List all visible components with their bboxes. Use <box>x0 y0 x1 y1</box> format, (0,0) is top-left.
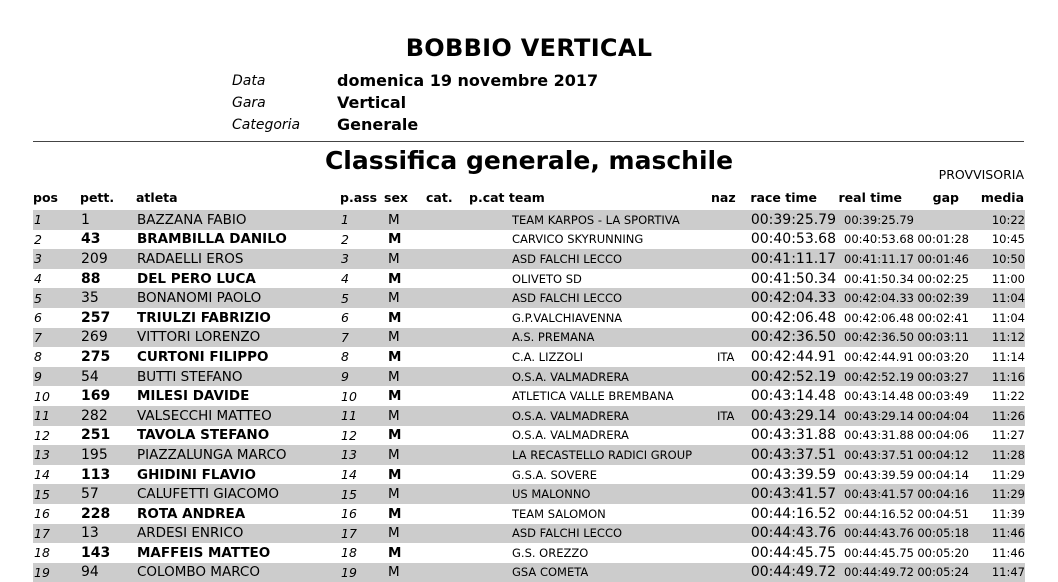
table-row <box>33 563 1025 582</box>
athlete-name: RADAELLI EROS <box>137 249 341 269</box>
pos-cell: 1 <box>33 210 81 230</box>
col-header-cat: cat. <box>426 190 453 205</box>
pos-cell: 12 <box>34 427 50 443</box>
team-cell: ASD FALCHI LECCO <box>512 249 717 269</box>
real-time-cell: 00:43:31.88 <box>844 428 914 443</box>
media-cell: 11:46 <box>969 524 1025 544</box>
real-time-cell: 00:44:49.72 <box>836 563 914 582</box>
sex-cell: M <box>388 328 512 348</box>
athlete-name: ARDESI ENRICO <box>137 524 341 544</box>
status-badge: PROVVISORIA <box>938 167 1024 182</box>
pos-cell: 13 <box>33 445 81 465</box>
table-row <box>33 347 1025 367</box>
media-cell: 10:22 <box>969 210 1025 230</box>
media-cell: 11:26 <box>969 406 1025 426</box>
media-cell: 11:14 <box>991 349 1025 364</box>
nation-cell <box>717 426 748 446</box>
race-time-cell: 00:43:41.57 <box>748 484 836 504</box>
race-time-cell: 00:42:52.19 <box>748 367 836 387</box>
team-cell: TEAM KARPOS - LA SPORTIVA <box>512 210 717 230</box>
athlete-name: BAZZANA FABIO <box>137 210 341 230</box>
team-cell: O.S.A. VALMADRERA <box>512 406 717 426</box>
pass-cell: 5 <box>341 288 388 308</box>
col-header-media: media <box>980 190 1024 205</box>
pos-cell: 14 <box>34 467 50 483</box>
col-header-pass: p.ass <box>340 190 378 205</box>
nation-cell <box>717 524 748 544</box>
gap-cell: 00:01:46 <box>914 249 969 269</box>
nation-cell <box>717 230 748 250</box>
race-time-cell: 00:43:29.14 <box>748 406 836 426</box>
col-header-real-time: real time <box>838 190 902 205</box>
page-title: BOBBIO VERTICAL <box>405 34 653 62</box>
nation-cell <box>717 543 748 563</box>
real-time-cell: 00:43:39.59 <box>844 467 914 482</box>
ranking-subtitle: Classifica generale, maschile <box>324 146 734 175</box>
pos-cell: 7 <box>33 328 81 348</box>
real-time-cell: 00:43:37.51 <box>836 445 914 465</box>
pett-cell: 195 <box>81 445 137 465</box>
pos-cell: 18 <box>34 545 50 561</box>
gap-cell: 00:03:49 <box>917 389 969 404</box>
real-time-cell: 00:41:50.34 <box>844 271 914 286</box>
info-label-gara: Gara <box>232 95 266 111</box>
real-time-cell: 00:42:44.91 <box>844 349 914 364</box>
pos-cell: 10 <box>34 388 50 404</box>
pass-cell: 2 <box>341 231 349 247</box>
pass-cell: 14 <box>341 467 357 483</box>
table-row <box>33 269 1025 289</box>
pett-cell: 54 <box>81 367 137 387</box>
table-row <box>33 249 1025 269</box>
race-time-cell: 00:43:31.88 <box>750 427 836 444</box>
nation-cell <box>717 249 748 269</box>
athlete-name: MILESI DAVIDE <box>137 388 250 405</box>
info-label-data: Data <box>232 73 266 89</box>
gap-cell: 00:03:20 <box>917 349 969 364</box>
pett-cell: 94 <box>81 563 137 582</box>
race-time-cell: 00:43:37.51 <box>748 445 836 465</box>
pass-cell: 7 <box>341 328 388 348</box>
table-row <box>33 543 1025 563</box>
nation-cell <box>717 386 748 406</box>
nation-cell <box>717 308 748 328</box>
gap-cell: 00:05:20 <box>917 545 969 560</box>
results-table <box>33 210 1025 582</box>
pass-cell: 4 <box>341 271 349 287</box>
team-cell: C.A. LIZZOLI <box>512 349 584 364</box>
sex-cell: M <box>388 231 402 248</box>
col-header-pcat-team: p.cat team <box>469 190 545 205</box>
table-row <box>33 406 1025 426</box>
gap-cell: 00:03:11 <box>914 328 969 348</box>
table-row <box>33 445 1025 465</box>
sex-cell: M <box>388 524 512 544</box>
gap-cell: 00:04:12 <box>914 445 969 465</box>
race-time-cell: 00:42:06.48 <box>750 309 836 326</box>
sex-cell: M <box>388 544 402 561</box>
gap-cell: 00:05:18 <box>914 524 969 544</box>
team-cell: G.S.A. SOVERE <box>512 467 598 482</box>
team-cell: LA RECASTELLO RADICI GROUP <box>512 445 717 465</box>
pos-cell: 9 <box>33 367 81 387</box>
athlete-name: CALUFETTI GIACOMO <box>137 484 341 504</box>
sex-cell: M <box>388 367 512 387</box>
sex-cell: M <box>388 249 512 269</box>
nation-cell: ITA <box>717 349 735 364</box>
team-cell: US MALONNO <box>512 484 717 504</box>
pett-cell: 282 <box>81 406 137 426</box>
pos-cell: 8 <box>34 349 42 365</box>
pass-cell: 16 <box>341 506 357 522</box>
gap-cell: 00:04:51 <box>917 506 969 521</box>
pass-cell: 8 <box>341 349 349 365</box>
pett-cell: 13 <box>81 524 137 544</box>
media-cell: 10:50 <box>969 249 1025 269</box>
athlete-name: BRAMBILLA DANILO <box>137 231 287 248</box>
gap-cell: 00:04:04 <box>914 406 969 426</box>
team-cell: GSA COMETA <box>512 563 717 582</box>
team-cell: ATLETICA VALLE BREMBANA <box>512 389 674 404</box>
media-cell: 11:00 <box>991 271 1025 286</box>
pass-cell: 9 <box>341 367 388 387</box>
media-cell: 11:29 <box>969 484 1025 504</box>
race-time-cell: 00:43:39.59 <box>750 466 836 483</box>
athlete-name: TAVOLA STEFANO <box>137 427 270 444</box>
table-row <box>33 386 1025 406</box>
team-cell: OLIVETO SD <box>512 271 582 286</box>
sex-cell: M <box>388 466 402 483</box>
gap-cell: 00:01:28 <box>917 232 969 247</box>
info-label-categoria: Categoria <box>232 117 301 133</box>
nation-cell <box>717 269 748 289</box>
gap-cell <box>914 210 969 230</box>
gap-cell: 00:02:39 <box>914 288 969 308</box>
team-cell: O.S.A. VALMADRERA <box>512 367 717 387</box>
media-cell: 11:04 <box>991 310 1025 325</box>
team-cell: CARVICO SKYRUNNING <box>512 232 644 247</box>
athlete-name: BUTTI STEFANO <box>137 367 341 387</box>
athlete-name: PIAZZALUNGA MARCO <box>137 445 341 465</box>
real-time-cell: 00:43:14.48 <box>844 389 914 404</box>
sex-cell: M <box>388 427 402 444</box>
team-cell: G.P.VALCHIAVENNA <box>512 310 623 325</box>
pos-cell: 2 <box>34 231 42 247</box>
athlete-name: VALSECCHI MATTEO <box>137 406 341 426</box>
athlete-name: GHIDINI FLAVIO <box>137 466 256 483</box>
nation-cell <box>717 367 748 387</box>
media-cell: 11:27 <box>991 428 1025 443</box>
nation-cell <box>717 210 748 230</box>
pett-cell: 57 <box>81 484 137 504</box>
pass-cell: 6 <box>341 310 349 326</box>
pos-cell: 15 <box>33 484 81 504</box>
sex-cell: M <box>388 505 402 522</box>
media-cell: 11:04 <box>969 288 1025 308</box>
race-time-cell: 00:42:36.50 <box>748 328 836 348</box>
pett-cell: 88 <box>81 270 101 287</box>
team-cell: O.S.A. VALMADRERA <box>512 428 629 443</box>
pos-cell: 16 <box>34 506 50 522</box>
sex-cell: M <box>388 348 402 365</box>
pos-cell: 5 <box>33 288 81 308</box>
pos-cell: 19 <box>33 563 81 582</box>
race-time-cell: 00:44:43.76 <box>748 524 836 544</box>
pett-cell: 269 <box>81 328 137 348</box>
col-header-race-time: race time <box>750 190 817 205</box>
real-time-cell: 00:40:53.68 <box>844 232 914 247</box>
pett-cell: 209 <box>81 249 137 269</box>
gap-cell: 00:04:16 <box>914 484 969 504</box>
table-row <box>33 210 1025 230</box>
sex-cell: M <box>388 210 512 230</box>
gap-cell: 00:03:27 <box>914 367 969 387</box>
col-header-pos: pos <box>33 190 58 205</box>
pos-cell: 17 <box>33 524 81 544</box>
real-time-cell: 00:42:36.50 <box>836 328 914 348</box>
media-cell: 11:28 <box>969 445 1025 465</box>
pett-cell: 1 <box>81 210 137 230</box>
race-time-cell: 00:41:11.17 <box>748 249 836 269</box>
media-cell: 11:47 <box>969 563 1025 582</box>
header-divider <box>33 141 1024 142</box>
real-time-cell: 00:42:06.48 <box>844 310 914 325</box>
pos-cell: 11 <box>33 406 81 426</box>
real-time-cell: 00:44:43.76 <box>836 524 914 544</box>
real-time-cell: 00:42:52.19 <box>836 367 914 387</box>
media-cell: 10:45 <box>991 232 1025 247</box>
pett-cell: 43 <box>81 231 101 248</box>
athlete-name: DEL PERO LUCA <box>137 270 256 287</box>
athlete-name: ROTA ANDREA <box>137 505 246 522</box>
table-row <box>33 367 1025 387</box>
info-value-categoria: Generale <box>337 115 419 134</box>
pass-cell: 18 <box>341 545 357 561</box>
athlete-name: MAFFEIS MATTEO <box>137 544 271 561</box>
pass-cell: 11 <box>341 406 388 426</box>
gap-cell: 00:04:06 <box>917 428 969 443</box>
pos-cell: 3 <box>33 249 81 269</box>
pett-cell: 275 <box>81 348 111 365</box>
sex-cell: M <box>388 563 512 582</box>
race-time-cell: 00:41:50.34 <box>750 270 836 287</box>
sex-cell: M <box>388 288 512 308</box>
media-cell: 11:12 <box>969 328 1025 348</box>
sex-cell: M <box>388 445 512 465</box>
race-time-cell: 00:40:53.68 <box>750 231 836 248</box>
real-time-cell: 00:41:11.17 <box>836 249 914 269</box>
nation-cell <box>717 328 748 348</box>
real-time-cell: 00:44:45.75 <box>844 545 914 560</box>
race-time-cell: 00:39:25.79 <box>748 210 836 230</box>
race-time-cell: 00:43:14.48 <box>750 388 836 405</box>
media-cell: 11:46 <box>991 545 1025 560</box>
info-value-gara: Vertical <box>337 93 407 112</box>
col-header-atleta: atleta <box>136 190 178 205</box>
nation-cell <box>717 288 748 308</box>
athlete-name: VITTORI LORENZO <box>137 328 341 348</box>
pass-cell: 15 <box>341 484 388 504</box>
pett-cell: 113 <box>81 466 111 483</box>
race-time-cell: 00:44:45.75 <box>750 544 836 561</box>
real-time-cell: 00:44:16.52 <box>844 506 914 521</box>
media-cell: 11:39 <box>991 506 1025 521</box>
race-time-cell: 00:44:49.72 <box>748 563 836 582</box>
athlete-name: TRIULZI FABRIZIO <box>137 309 271 326</box>
sex-cell: M <box>388 388 402 405</box>
table-row <box>33 484 1025 504</box>
race-time-cell: 00:44:16.52 <box>750 505 836 522</box>
table-row <box>33 308 1025 328</box>
athlete-name: CURTONI FILIPPO <box>137 348 269 365</box>
media-cell: 11:22 <box>991 389 1025 404</box>
pass-cell: 3 <box>341 249 388 269</box>
sex-cell: M <box>388 406 512 426</box>
pett-cell: 35 <box>81 288 137 308</box>
table-row <box>33 288 1025 308</box>
real-time-cell: 00:39:25.79 <box>836 210 914 230</box>
table-row <box>33 465 1025 485</box>
team-cell: A.S. PREMANA <box>512 328 717 348</box>
pett-cell: 228 <box>81 505 111 522</box>
sex-cell: M <box>388 270 402 287</box>
real-time-cell: 00:43:29.14 <box>836 406 914 426</box>
info-value-data: domenica 19 novembre 2017 <box>337 71 599 90</box>
col-header-sex: sex <box>384 190 408 205</box>
real-time-cell: 00:43:41.57 <box>836 484 914 504</box>
table-row <box>33 524 1025 544</box>
pass-cell: 1 <box>341 210 388 230</box>
pett-cell: 257 <box>81 309 111 326</box>
real-time-cell: 00:42:04.33 <box>836 288 914 308</box>
sex-cell: M <box>388 309 402 326</box>
team-cell: ASD FALCHI LECCO <box>512 288 717 308</box>
gap-cell: 00:02:25 <box>917 271 969 286</box>
pett-cell: 251 <box>81 427 111 444</box>
pett-cell: 169 <box>81 388 111 405</box>
pos-cell: 6 <box>34 310 42 326</box>
nation-cell <box>717 484 748 504</box>
table-row <box>33 426 1025 446</box>
pass-cell: 19 <box>341 563 388 582</box>
race-time-cell: 00:42:04.33 <box>748 288 836 308</box>
nation-cell: ITA <box>717 406 748 426</box>
media-cell: 11:29 <box>991 467 1025 482</box>
table-row <box>33 504 1025 524</box>
pett-cell: 143 <box>81 544 111 561</box>
gap-cell: 00:04:14 <box>917 467 969 482</box>
team-cell: ASD FALCHI LECCO <box>512 524 717 544</box>
nation-cell <box>717 504 748 524</box>
nation-cell <box>717 563 748 582</box>
nation-cell <box>717 465 748 485</box>
gap-cell: 00:05:24 <box>914 563 969 582</box>
col-header-pett: pett. <box>80 190 115 205</box>
media-cell: 11:16 <box>969 367 1025 387</box>
col-header-gap: gap <box>932 190 959 205</box>
nation-cell <box>717 445 748 465</box>
team-cell: G.S. OREZZO <box>512 545 589 560</box>
pass-cell: 17 <box>341 524 388 544</box>
athlete-name: COLOMBO MARCO <box>137 563 341 582</box>
athlete-name: BONANOMI PAOLO <box>137 288 341 308</box>
team-cell: TEAM SALOMON <box>512 506 606 521</box>
col-header-naz: naz <box>711 190 736 205</box>
gap-cell: 00:02:41 <box>917 310 969 325</box>
pass-cell: 13 <box>341 445 388 465</box>
sex-cell: M <box>388 484 512 504</box>
pass-cell: 10 <box>341 388 357 404</box>
table-row <box>33 328 1025 348</box>
results-body <box>33 210 1025 582</box>
table-row <box>33 230 1025 250</box>
pass-cell: 12 <box>341 427 357 443</box>
pos-cell: 4 <box>34 271 42 287</box>
race-time-cell: 00:42:44.91 <box>750 348 836 365</box>
